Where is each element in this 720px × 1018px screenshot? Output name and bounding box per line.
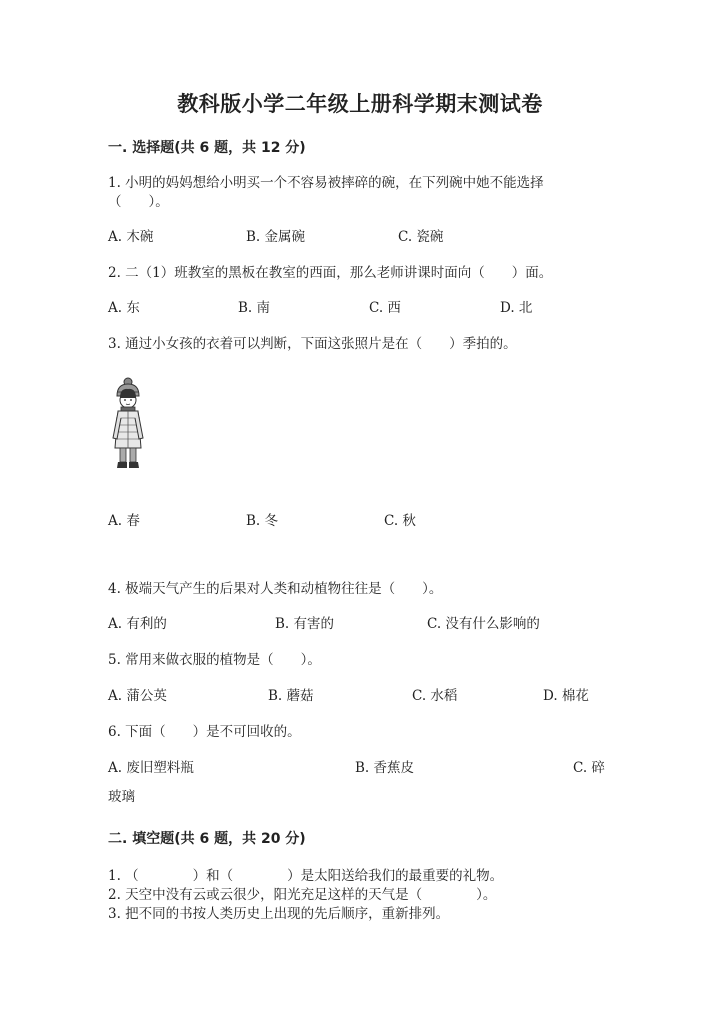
question-6-option-b: B. 香蕉皮 [355,760,415,776]
question-2-option-c: C. 西 [369,300,401,316]
question-1-option-b: B. 金属碗 [246,229,306,245]
question-3-option-b: B. 冬 [246,513,279,529]
question-3-option-c: C. 秋 [384,513,416,529]
question-5-line-1: 5. 常用来做衣服的植物是（ ）。 [108,652,321,668]
question-6-option-c-wrap: 玻璃 [108,789,135,805]
question-1-line-2: （ ）。 [108,194,169,210]
page-title: 教科版小学二年级上册科学期末测试卷 [177,92,543,116]
question-2-option-a: A. 东 [108,300,140,316]
question-6-option-a: A. 废旧塑料瓶 [108,760,194,776]
question-1-option-a: A. 木碗 [108,229,154,245]
question-6-line-1: 6. 下面（ ）是不可回收的。 [108,724,301,740]
question-1-option-c: C. 瓷碗 [398,229,444,245]
question-5-option-c: C. 水稻 [412,688,458,704]
question-4-option-a: A. 有利的 [108,616,167,632]
question-1-line-1: 1. 小明的妈妈想给小明买一个不容易被摔碎的碗，在下列碗中她不能选择 [108,175,544,191]
question-5-option-d: D. 棉花 [543,688,589,704]
question-5-option-a: A. 蒲公英 [108,688,167,704]
girl-in-winter-coat-illustration [108,376,148,470]
fill-question-3: 3. 把不同的书按人类历史上出现的先后顺序，重新排列。 [108,906,450,922]
question-2-option-b: B. 南 [238,300,271,316]
question-6-option-c: C. 碎 [573,760,605,776]
section-heading-choice: 一. 选择题(共 6 题，共 12 分) [108,140,306,156]
fill-question-2: 2. 天空中没有云或云很少，阳光充足这样的天气是（ ）。 [108,887,497,903]
question-4-line-1: 4. 极端天气产生的后果对人类和动植物往往是（ ）。 [108,581,443,597]
question-3-option-a: A. 春 [108,513,140,529]
question-4-option-c: C. 没有什么影响的 [427,616,540,632]
fill-question-1: 1. （ ）和（ ）是太阳送给我们的最重要的礼物。 [108,868,504,884]
question-2-option-d: D. 北 [500,300,533,316]
section-heading-fill-blank: 二. 填空题(共 6 题，共 20 分) [108,831,306,847]
question-3-line-1: 3. 通过小女孩的衣着可以判断，下面这张照片是在（ ）季拍的。 [108,336,517,352]
question-2-line-1: 2. 二（1）班教室的黑板在教室的西面，那么老师讲课时面向（ ）面。 [108,265,553,281]
question-5-option-b: B. 蘑菇 [268,688,314,704]
question-4-option-b: B. 有害的 [275,616,335,632]
